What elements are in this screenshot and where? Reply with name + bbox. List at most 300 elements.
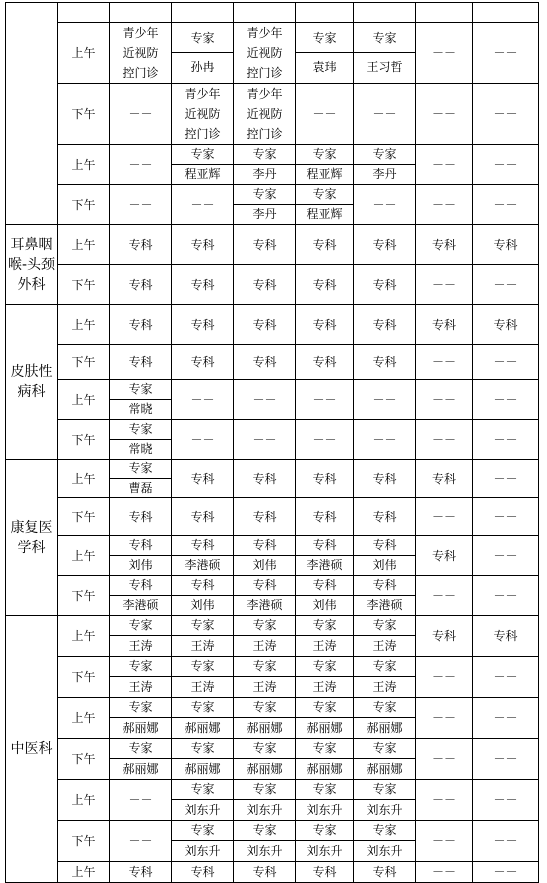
schedule-cell: 专科 [234, 265, 296, 305]
table-row [6, 821, 539, 862]
cell-type: 专家 [110, 698, 171, 718]
cell-type: 专科 [172, 536, 233, 556]
doctor-name: 郝丽娜 [122, 762, 159, 776]
schedule-cell: －－ [416, 380, 473, 420]
doctor-cell [172, 780, 234, 821]
doctor-name: 刘东升 [366, 844, 403, 858]
cell-type: 专家 [234, 145, 295, 165]
doctor-cell [354, 616, 416, 657]
cell-type: 专家 [172, 24, 233, 54]
schedule-cell: －－ [416, 821, 473, 862]
period-cell: 上午 [58, 616, 110, 657]
period-cell: 下午 [58, 498, 110, 536]
schedule-cell: －－ [234, 420, 296, 460]
table-row [6, 345, 539, 380]
schedule-cell: －－ [172, 185, 234, 225]
period-cell: 上午 [58, 305, 110, 345]
doctor-cell [354, 657, 416, 698]
doctor-cell [110, 420, 172, 460]
schedule-cell: －－ [473, 84, 539, 145]
schedule-cell: 专科 [110, 305, 172, 345]
doctor-cell [296, 185, 354, 225]
doctor-name: 刘东升 [366, 803, 403, 817]
doctor-name: 郝丽娜 [184, 762, 221, 776]
cell-type: 专科 [110, 576, 171, 596]
doctor-cell [296, 145, 354, 185]
empty-cell [110, 3, 172, 23]
schedule-cell: －－ [416, 185, 473, 225]
period-cell: 上午 [58, 536, 110, 576]
doctor-name: 王习哲 [366, 60, 403, 74]
table-row [6, 265, 539, 305]
cell-type: 专家 [354, 145, 415, 165]
doctor-name: 孙冉 [190, 60, 215, 74]
dept-ent: 耳鼻咽喉-头颈外科 [6, 225, 58, 305]
doctor-cell [354, 23, 416, 84]
dept-tcm: 中医科 [6, 616, 58, 883]
table-row [6, 460, 539, 498]
doctor-cell [234, 576, 296, 616]
dept-cell-empty [6, 3, 58, 225]
doctor-cell [172, 576, 234, 616]
cell-type: 专家 [296, 821, 353, 841]
doctor-cell [296, 698, 354, 739]
empty-cell [296, 3, 354, 23]
doctor-cell [234, 536, 296, 576]
period-cell: 下午 [58, 739, 110, 780]
table-row [6, 780, 539, 821]
doctor-name: 王涛 [312, 639, 337, 653]
doctor-name: 李港硕 [122, 597, 159, 612]
doctor-name: 王涛 [128, 639, 153, 653]
doctor-name: 郝丽娜 [246, 721, 283, 735]
schedule-cell: 专科 [172, 305, 234, 345]
schedule-cell: 专科 [234, 460, 296, 498]
schedule-cell: 专科 [416, 305, 473, 345]
doctor-name: 常晓 [128, 441, 153, 456]
youth-clinic-cell: 青少年 近视防 控门诊 [234, 23, 296, 84]
period-cell: 上午 [58, 698, 110, 739]
period-cell: 下午 [58, 265, 110, 305]
schedule-cell: －－ [354, 185, 416, 225]
schedule-cell: －－ [473, 345, 539, 380]
period-cell: 下午 [58, 420, 110, 460]
doctor-cell [172, 536, 234, 576]
cell-type: 专家 [354, 657, 415, 677]
schedule-cell: 专科 [234, 305, 296, 345]
doctor-cell [110, 616, 172, 657]
doctor-cell [110, 698, 172, 739]
schedule-cell: 专科 [416, 536, 473, 576]
cell-type: 专科 [354, 576, 415, 596]
doctor-name: 郝丽娜 [366, 721, 403, 735]
doctor-cell [172, 821, 234, 862]
doctor-cell [110, 739, 172, 780]
doctor-cell [296, 23, 354, 84]
schedule-cell: 专科 [234, 862, 296, 883]
period-cell: 下午 [58, 345, 110, 380]
period-cell: 上午 [58, 23, 110, 84]
cell-type: 专家 [172, 616, 233, 636]
schedule-cell: －－ [473, 657, 539, 698]
doctor-cell [234, 739, 296, 780]
schedule-cell: －－ [110, 185, 172, 225]
schedule-cell: －－ [473, 739, 539, 780]
schedule-cell: 专科 [354, 460, 416, 498]
cell-type: 专家 [296, 739, 353, 759]
schedule-cell: －－ [473, 265, 539, 305]
doctor-name: 郝丽娜 [122, 721, 159, 735]
period-cell: 上午 [58, 780, 110, 821]
schedule-cell: 专科 [172, 265, 234, 305]
doctor-name: 刘伟 [190, 597, 215, 612]
cell-type: 专家 [234, 821, 295, 841]
doctor-name: 李丹 [372, 166, 397, 181]
schedule-cell: 专科 [172, 460, 234, 498]
schedule-cell: －－ [416, 420, 473, 460]
doctor-name: 刘东升 [306, 803, 343, 817]
schedule-cell: －－ [296, 380, 354, 420]
period-cell [58, 3, 110, 23]
doctor-name: 李丹 [252, 166, 277, 181]
doctor-name: 刘东升 [246, 844, 283, 858]
table-row [6, 23, 539, 84]
schedule-cell: 专科 [354, 345, 416, 380]
schedule-cell: 专科 [296, 345, 354, 380]
schedule-cell: 专科 [172, 862, 234, 883]
cell-type: 专家 [354, 698, 415, 718]
doctor-name: 王涛 [190, 639, 215, 653]
empty-cell [234, 3, 296, 23]
schedule-cell: －－ [416, 739, 473, 780]
period-cell: 下午 [58, 657, 110, 698]
doctor-name: 刘伟 [312, 597, 337, 612]
schedule-cell: 专科 [296, 460, 354, 498]
doctor-cell [110, 576, 172, 616]
cell-type: 专家 [110, 657, 171, 677]
table-row [6, 3, 539, 23]
schedule-cell: －－ [296, 84, 354, 145]
schedule-cell: 专科 [296, 862, 354, 883]
period-cell: 下午 [58, 576, 110, 616]
schedule-cell: 专科 [354, 862, 416, 883]
dept-rehab: 康复医学科 [6, 460, 58, 616]
cell-type: 专家 [110, 380, 171, 400]
doctor-name: 王涛 [252, 639, 277, 653]
schedule-cell: 专科 [473, 616, 539, 657]
empty-cell [473, 3, 539, 23]
doctor-name: 李港硕 [366, 597, 403, 612]
schedule-cell: －－ [473, 23, 539, 84]
schedule-cell: 专科 [296, 498, 354, 536]
doctor-cell [354, 698, 416, 739]
schedule-cell: 专科 [110, 862, 172, 883]
cell-type: 专家 [110, 460, 171, 479]
doctor-cell [234, 780, 296, 821]
schedule-cell: －－ [473, 536, 539, 576]
cell-type: 专家 [296, 616, 353, 636]
cell-type: 专科 [296, 536, 353, 556]
cell-type: 专家 [172, 821, 233, 841]
period-cell: 上午 [58, 460, 110, 498]
doctor-name: 程亚辉 [184, 166, 221, 181]
cell-type: 专科 [234, 536, 295, 556]
schedule-cell: 专科 [354, 498, 416, 536]
schedule-cell: 专科 [416, 616, 473, 657]
cell-type: 专家 [234, 739, 295, 759]
doctor-name: 刘伟 [252, 557, 277, 572]
doctor-cell [172, 739, 234, 780]
doctor-cell [172, 23, 234, 84]
schedule-cell: －－ [416, 145, 473, 185]
cell-type: 专家 [110, 420, 171, 440]
doctor-cell [354, 576, 416, 616]
doctor-name: 王涛 [372, 680, 397, 694]
doctor-name: 袁玮 [312, 60, 337, 74]
empty-cell [172, 3, 234, 23]
doctor-name: 李港硕 [306, 557, 343, 572]
cell-type: 专家 [354, 616, 415, 636]
table-row [6, 225, 539, 265]
schedule-cell: －－ [110, 821, 172, 862]
doctor-name: 王涛 [190, 680, 215, 694]
cell-type: 专家 [354, 821, 415, 841]
doctor-cell [354, 821, 416, 862]
doctor-cell [296, 616, 354, 657]
doctor-cell [172, 616, 234, 657]
table-row [6, 698, 539, 739]
period-cell: 下午 [58, 821, 110, 862]
schedule-cell: －－ [416, 780, 473, 821]
table-row [6, 305, 539, 345]
doctor-cell [172, 145, 234, 185]
cell-type: 专家 [234, 780, 295, 800]
doctor-cell [354, 145, 416, 185]
schedule-cell: －－ [416, 265, 473, 305]
doctor-name: 郝丽娜 [366, 762, 403, 776]
period-cell: 下午 [58, 84, 110, 145]
schedule-cell: 专科 [296, 305, 354, 345]
schedule-cell: －－ [416, 698, 473, 739]
doctor-name: 程亚辉 [306, 166, 343, 181]
period-cell: 下午 [58, 185, 110, 225]
doctor-cell [234, 185, 296, 225]
table-row [6, 380, 539, 420]
doctor-cell [172, 698, 234, 739]
doctor-cell [110, 657, 172, 698]
schedule-cell: －－ [234, 380, 296, 420]
doctor-name: 曹磊 [128, 480, 153, 495]
table-row [6, 420, 539, 460]
doctor-cell [296, 821, 354, 862]
cell-type: 专家 [296, 145, 353, 165]
doctor-name: 刘东升 [184, 803, 221, 817]
table-row [6, 862, 539, 883]
youth-clinic-cell: 青少年 近视防 控门诊 [110, 23, 172, 84]
doctor-name: 刘伟 [128, 557, 153, 572]
schedule-cell: －－ [416, 345, 473, 380]
schedule-cell: －－ [473, 420, 539, 460]
doctor-name: 郝丽娜 [184, 721, 221, 735]
schedule-cell: －－ [473, 498, 539, 536]
doctor-cell [354, 780, 416, 821]
schedule-cell: 专科 [172, 225, 234, 265]
doctor-name: 郝丽娜 [246, 762, 283, 776]
cell-type: 专家 [172, 145, 233, 165]
schedule-cell: 专科 [473, 225, 539, 265]
schedule-cell: －－ [296, 420, 354, 460]
table-row [6, 84, 539, 145]
table-row [6, 536, 539, 576]
cell-type: 专家 [354, 780, 415, 800]
cell-type: 专家 [172, 780, 233, 800]
dept-derm: 皮肤性病科 [6, 305, 58, 460]
doctor-name: 王涛 [128, 680, 153, 694]
cell-type: 专家 [110, 616, 171, 636]
schedule-cell: －－ [416, 498, 473, 536]
schedule-cell: －－ [416, 23, 473, 84]
period-cell: 上午 [58, 380, 110, 420]
doctor-cell [234, 145, 296, 185]
schedule-cell: 专科 [110, 265, 172, 305]
schedule-cell: －－ [354, 420, 416, 460]
cell-type: 专家 [234, 657, 295, 677]
schedule-cell: －－ [473, 862, 539, 883]
schedule-cell: －－ [473, 576, 539, 616]
period-cell: 上午 [58, 225, 110, 265]
schedule-cell: 专科 [234, 225, 296, 265]
youth-clinic-cell: 青少年 近视防 控门诊 [172, 84, 234, 145]
schedule-cell: 专科 [234, 498, 296, 536]
empty-cell [354, 3, 416, 23]
schedule-cell: 专科 [416, 460, 473, 498]
doctor-name: 刘东升 [306, 844, 343, 858]
cell-type: 专家 [296, 185, 353, 205]
cell-type: 专家 [296, 24, 353, 54]
cell-type: 专家 [296, 657, 353, 677]
youth-clinic-cell: 青少年 近视防 控门诊 [234, 84, 296, 145]
table-row [6, 576, 539, 616]
doctor-cell [110, 380, 172, 420]
doctor-name: 刘东升 [184, 844, 221, 858]
period-cell: 上午 [58, 145, 110, 185]
doctor-cell [110, 536, 172, 576]
doctor-name: 常晓 [128, 401, 153, 416]
cell-type: 专家 [234, 698, 295, 718]
schedule-cell: －－ [473, 780, 539, 821]
table-row [6, 145, 539, 185]
schedule-cell: 专科 [354, 265, 416, 305]
doctor-cell [296, 536, 354, 576]
schedule-cell: －－ [473, 145, 539, 185]
doctor-cell [172, 657, 234, 698]
schedule-cell: －－ [473, 380, 539, 420]
table-row [6, 498, 539, 536]
doctor-name: 郝丽娜 [306, 762, 343, 776]
schedule-table [5, 2, 539, 883]
schedule-cell: －－ [416, 84, 473, 145]
schedule-cell: －－ [172, 420, 234, 460]
doctor-cell [296, 576, 354, 616]
table-row [6, 185, 539, 225]
cell-type: 专家 [172, 657, 233, 677]
schedule-cell: 专科 [172, 345, 234, 380]
cell-type: 专家 [296, 780, 353, 800]
cell-type: 专科 [172, 576, 233, 596]
schedule-cell: 专科 [354, 225, 416, 265]
cell-type: 专家 [354, 24, 415, 54]
cell-type: 专家 [354, 739, 415, 759]
schedule-cell: 专科 [296, 265, 354, 305]
doctor-cell [296, 780, 354, 821]
doctor-name: 李港硕 [184, 557, 221, 572]
doctor-name: 王涛 [252, 680, 277, 694]
schedule-cell: －－ [416, 862, 473, 883]
cell-type: 专科 [296, 576, 353, 596]
doctor-cell [234, 657, 296, 698]
schedule-cell: －－ [473, 460, 539, 498]
schedule-cell: －－ [473, 821, 539, 862]
doctor-cell [234, 698, 296, 739]
doctor-name: 李港硕 [246, 597, 283, 612]
period-cell: 上午 [58, 862, 110, 883]
schedule-cell: 专科 [110, 498, 172, 536]
doctor-name: 王涛 [312, 680, 337, 694]
cell-type: 专家 [296, 698, 353, 718]
cell-type: 专家 [172, 739, 233, 759]
schedule-cell: 专科 [110, 225, 172, 265]
schedule-cell: 专科 [473, 305, 539, 345]
schedule-cell: －－ [172, 380, 234, 420]
schedule-cell: －－ [416, 657, 473, 698]
empty-cell [416, 3, 473, 23]
schedule-cell: 专科 [110, 345, 172, 380]
cell-type: 专科 [354, 536, 415, 556]
cell-type: 专家 [234, 185, 295, 205]
doctor-name: 刘伟 [372, 557, 397, 572]
doctor-cell [110, 460, 172, 498]
doctor-name: 李丹 [252, 206, 277, 221]
schedule-cell: 专科 [296, 225, 354, 265]
schedule-cell: 专科 [234, 345, 296, 380]
schedule-cell: －－ [416, 576, 473, 616]
cell-type: 专科 [110, 536, 171, 556]
table-row [6, 739, 539, 780]
cell-type: 专家 [234, 616, 295, 636]
schedule-cell: －－ [473, 185, 539, 225]
schedule-cell: －－ [110, 84, 172, 145]
doctor-cell [234, 821, 296, 862]
schedule-cell: －－ [354, 84, 416, 145]
doctor-name: 程亚辉 [306, 206, 343, 221]
doctor-name: 刘东升 [246, 803, 283, 817]
table-row [6, 657, 539, 698]
schedule-cell: －－ [110, 145, 172, 185]
doctor-cell [354, 739, 416, 780]
doctor-cell [296, 657, 354, 698]
doctor-cell [234, 616, 296, 657]
doctor-cell [354, 536, 416, 576]
table-row [6, 616, 539, 657]
doctor-name: 郝丽娜 [306, 721, 343, 735]
doctor-name: 王涛 [372, 639, 397, 653]
cell-type: 专家 [110, 739, 171, 759]
schedule-cell: 专科 [172, 498, 234, 536]
schedule-cell: 专科 [416, 225, 473, 265]
cell-type: 专家 [172, 698, 233, 718]
schedule-cell: －－ [110, 780, 172, 821]
cell-type: 专科 [234, 576, 295, 596]
